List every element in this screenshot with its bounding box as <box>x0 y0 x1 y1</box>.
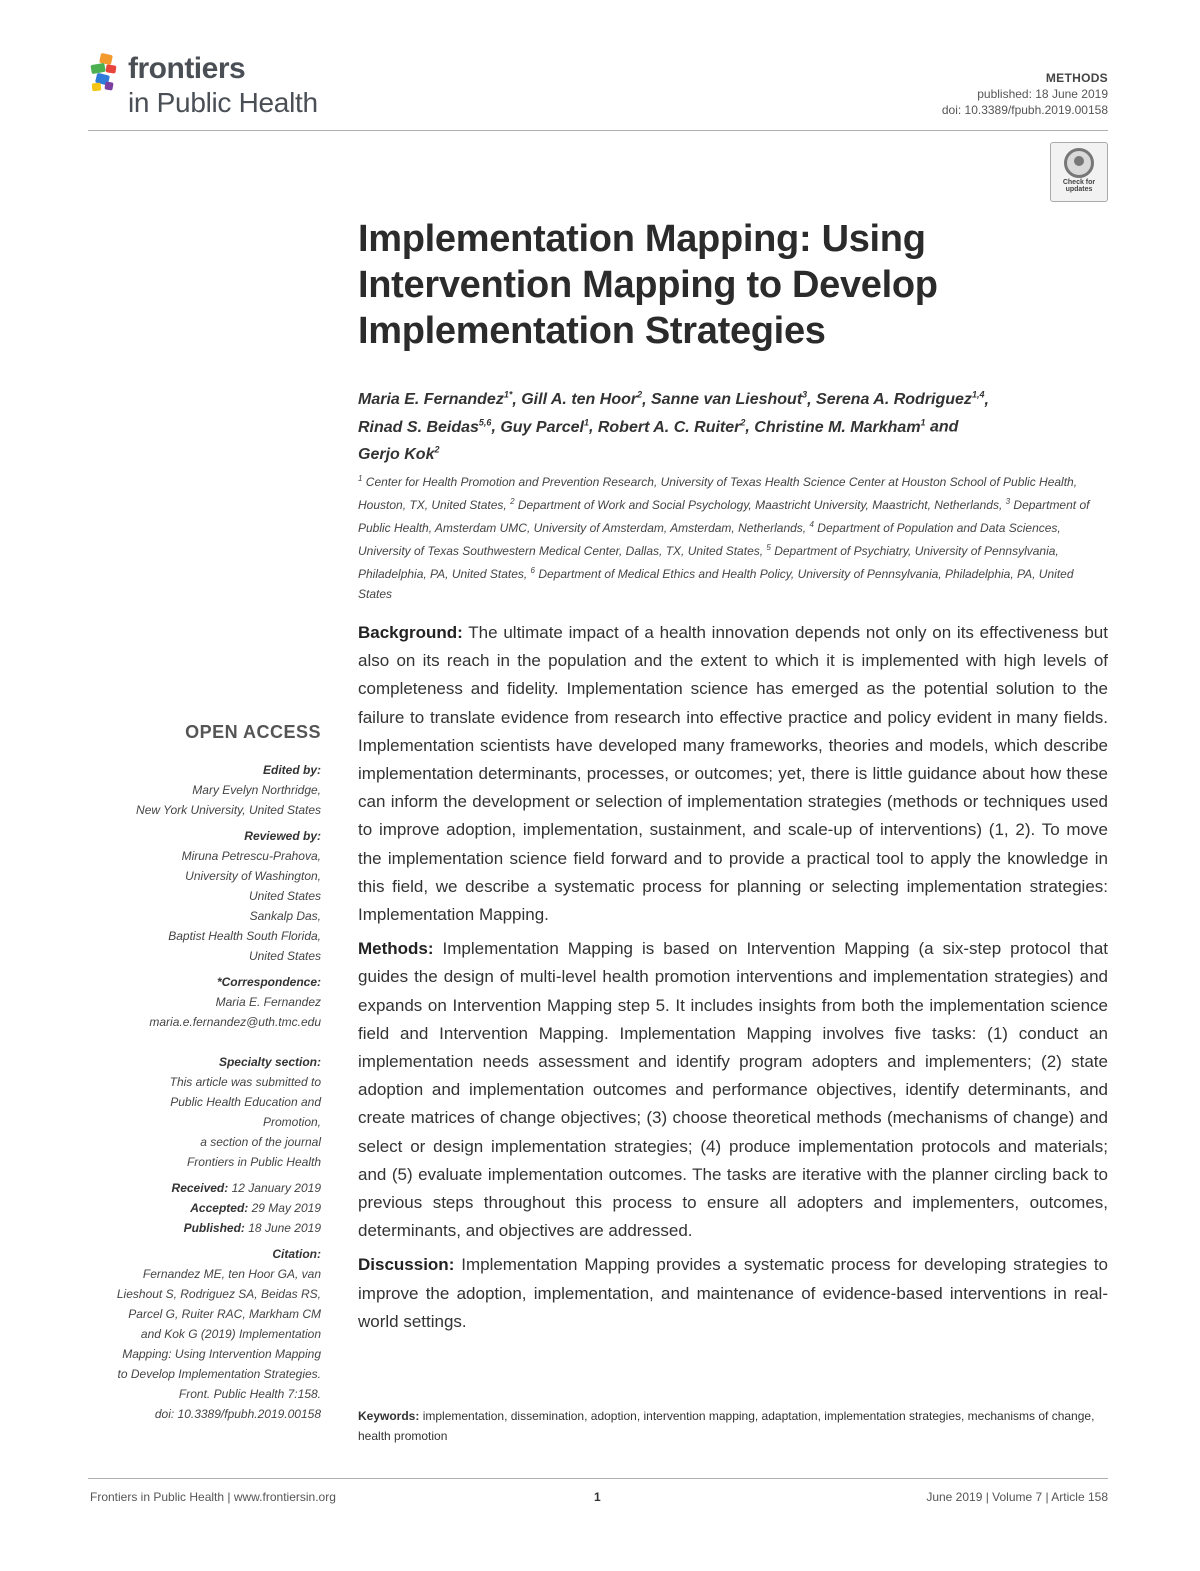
background-text: The ultimate impact of a health innovation depends not only on its effectiveness but also on its reach in the population and the extent to which it is implemented with high levels of completeness and fidelity. Implementation science has emerged as the potential solution to the failure to translate evidence from research into effective practice and policy evident in many fields. Implementation scientists have developed many frameworks, theories and models, which describe implementation determinants, processes, or outcomes; yet, there is little guidance about how these can inform the development or selection of implementation strategies (methods or techniques used to improve adoption, implementation, sustainment, and scale-up of interventions) (1, 2). To move the implementation science field forward and to provide a practical tool to apply the knowledge in this field, we describe a systematic process for planning or selecting implementation strategies: Implementation Mapping. <box>358 623 1108 925</box>
specialty-label: Specialty section: <box>218 1055 321 1069</box>
affiliation-number: 4 <box>809 520 814 529</box>
methods-label: Methods: <box>358 939 434 959</box>
reviewer-line: United States <box>248 949 321 963</box>
specialty-line: Public Health Education and <box>170 1095 321 1109</box>
author-affil: 3 <box>802 390 808 400</box>
reviewed-by-label: Reviewed by: <box>244 829 321 843</box>
discussion-label: Discussion: <box>358 1255 455 1275</box>
footer-issue-info: June 2019 | Volume 7 | Article 158 <box>926 1490 1108 1504</box>
article-header <box>942 70 1108 118</box>
citation-line: and Kok G (2019) Implementation <box>140 1327 321 1341</box>
received-value: 12 January 2019 <box>228 1181 321 1195</box>
methods-text: Implementation Mapping is based on Intervention Mapping (a six-step protocol that guides the design of multi-level health promotion interventions and implementation strategies) and expands on Intervention Mapping step 5. It includes insights from both the implementation science field and Intervention Mapping. Implementation Mapping involves five tasks: (1) conduct an implementation needs assessment and identify program adopters and implementers; (2) state adoption and implementation outcomes and performance objectives, identify determinants, and create matrices of change objectives; (3) choose theoretical methods (mechanisms of change) and select or design implementation strategies; (4) produce implementation protocols and materials; and (5) evaluate implementation outcomes. The tasks are iterative with the planner circling back to previous steps throughout this process to ensure all adopters and implementers, outcomes, determinants, and objectives are addressed. <box>358 939 1108 1241</box>
journal-logo <box>88 50 348 122</box>
reviewer-line: Sankalp Das, <box>249 909 321 923</box>
author[interactable] <box>358 419 491 436</box>
abstract-discussion <box>358 1251 1108 1336</box>
citation-line: Mapping: Using Intervention Mapping <box>122 1347 321 1361</box>
citation-label: Citation: <box>272 1247 321 1261</box>
author-name: Guy Parcel <box>500 418 584 436</box>
citation-line: Front. Public Health 7:158. <box>178 1387 321 1401</box>
editor-line: New York University, United States <box>136 803 321 817</box>
abstract <box>358 619 1108 1342</box>
received-label: Received: <box>171 1181 229 1195</box>
article-doi[interactable]: doi: 10.3389/fpubh.2019.00158 <box>941 103 1108 117</box>
specialty-line: This article was submitted to <box>169 1075 321 1089</box>
author[interactable] <box>754 419 925 436</box>
open-access-label: OPEN ACCESS <box>185 722 321 742</box>
author-separator: , <box>491 418 501 436</box>
affiliation-number: 6 <box>530 566 535 575</box>
author-affil: 5,6 <box>478 417 492 428</box>
author-separator: , <box>588 418 598 436</box>
affiliation: Department of Psychiatry, University of Pennsylvania, Philadelphia, PA, United States, <box>358 544 1059 581</box>
correspondence-label: *Correspondence: <box>216 975 321 989</box>
frontiers-logo-icon <box>88 52 128 94</box>
author-affil: 1,4 <box>971 390 985 400</box>
footer-divider <box>88 1478 1108 1479</box>
affiliation-number: 5 <box>766 543 771 552</box>
author-separator: , <box>807 391 817 409</box>
title-line: Implementation Strategies <box>358 310 826 352</box>
author-separator: and <box>925 418 959 436</box>
affiliation: Department of Work and Social Psychology, Maastricht University, Maastricht, Netherlands, <box>517 498 1006 512</box>
keywords-text: implementation, dissemination, adoption, intervention mapping, adaptation, implementation strategies, mechanisms of change, health promotion <box>358 1409 1095 1443</box>
specialty-line: Frontiers in Public Health <box>186 1155 321 1169</box>
edited-by-section <box>80 760 321 820</box>
author-name: Robert A. C. Ruiter <box>597 418 741 436</box>
article-type: METHODS <box>1045 71 1108 85</box>
author-name: Gerjo Kok <box>358 445 435 463</box>
sidebar-spacer <box>80 1038 321 1052</box>
article-title <box>358 216 1118 354</box>
accepted-date <box>80 1198 321 1218</box>
abstract-background <box>358 619 1108 929</box>
specialty-section <box>80 1052 321 1172</box>
affiliation-number: 1 <box>358 474 363 483</box>
journal-brand: frontiers <box>128 52 246 85</box>
discussion-text: Implementation Mapping provides a systematic process for developing strategies to improve the adoption, implementation, and maintenance of evidence-based interventions in real-world settings. <box>358 1255 1108 1331</box>
published-label: Published: <box>183 1221 245 1235</box>
author-name: Christine M. Markham <box>754 418 921 436</box>
edited-by-label: Edited by: <box>262 763 321 777</box>
accepted-label: Accepted: <box>190 1201 249 1215</box>
author[interactable] <box>358 391 512 408</box>
citation-line: Lieshout S, Rodriguez SA, Beidas RS, <box>116 1287 321 1301</box>
logo-block <box>104 81 113 90</box>
check-for-updates-button[interactable] <box>1050 142 1108 202</box>
citation-line: to Develop Implementation Strategies. <box>117 1367 321 1381</box>
logo-block <box>90 63 105 74</box>
author-name: Rinad S. Beidas <box>358 418 479 436</box>
author-name: Serena A. Rodriguez <box>816 391 972 409</box>
author-affil: 2 <box>740 417 746 428</box>
author-list <box>358 384 1118 466</box>
reviewed-by-section <box>80 826 321 966</box>
author[interactable] <box>500 419 589 436</box>
affiliation-number: 3 <box>1005 497 1011 506</box>
author-separator: , <box>984 391 989 409</box>
logo-block <box>99 53 113 65</box>
author[interactable] <box>598 419 746 436</box>
author-name: Gill A. ten Hoor <box>521 391 638 409</box>
abstract-methods <box>358 935 1108 1245</box>
specialty-line: a section of the journal <box>200 1135 321 1149</box>
affiliation: Department of Population and Data Sciences, University of Texas Southwestern Medical Center, Dallas, TX, United States, <box>358 521 1061 558</box>
affiliation: Department of Medical Ethics and Health Policy, University of Pennsylvania, Philadelphia, PA, United States <box>358 567 1074 601</box>
author-affil: 1* <box>503 390 513 400</box>
author[interactable] <box>521 391 642 408</box>
dates-section <box>80 1178 321 1238</box>
correspondence-section <box>80 972 321 1032</box>
citation-line: Fernandez ME, ten Hoor GA, van <box>142 1267 321 1281</box>
published-date-sidebar <box>80 1218 321 1238</box>
author-affil: 1 <box>920 417 926 428</box>
author-name: Sanne van Lieshout <box>651 391 803 409</box>
citation-doi[interactable]: doi: 10.3389/fpubh.2019.00158 <box>154 1407 321 1421</box>
published-date: published: 18 June 2019 <box>977 87 1108 101</box>
title-line: Implementation Mapping: Using <box>358 218 926 260</box>
correspondence-name: Maria E. Fernandez <box>215 995 321 1009</box>
header-divider <box>88 130 1108 131</box>
article-info-sidebar <box>80 718 321 1430</box>
keywords <box>358 1406 1108 1446</box>
reviewer-line: Miruna Petrescu-Prahova, <box>181 849 321 863</box>
affiliation-number: 2 <box>510 497 515 506</box>
published-value: 18 June 2019 <box>244 1221 321 1235</box>
author-affil: 1 <box>583 417 589 428</box>
author-affil: 2 <box>434 444 440 455</box>
title-line: Intervention Mapping to Develop <box>358 264 938 306</box>
check-updates-icon <box>1064 148 1094 178</box>
keywords-label: Keywords: <box>358 1409 420 1423</box>
editor-line: Mary Evelyn Northridge, <box>192 783 321 797</box>
reviewer-line: University of Washington, <box>185 869 321 883</box>
accepted-value: 29 May 2019 <box>248 1201 321 1215</box>
author[interactable] <box>358 446 439 463</box>
journal-name: in Public Health <box>128 87 318 118</box>
specialty-line: Promotion, <box>262 1115 321 1129</box>
affiliation: Department of Public Health, Amsterdam UMC, University of Amsterdam, Amsterdam, Netherlands, <box>358 498 1090 535</box>
affiliation: Center for Health Promotion and Prevention Research, University of Texas Health Science Center at Houston School of Public Health, Houston, TX, United States, <box>358 475 1078 512</box>
reviewer-line: United States <box>248 889 321 903</box>
received-date <box>80 1178 321 1198</box>
background-label: Background: <box>358 623 463 642</box>
reviewer-line: Baptist Health South Florida, <box>168 929 321 943</box>
correspondence-email[interactable]: maria.e.fernandez@uth.tmc.edu <box>149 1015 321 1029</box>
author[interactable] <box>651 391 807 408</box>
author-name: Maria E. Fernandez <box>358 391 504 409</box>
author-separator: , <box>642 391 651 409</box>
check-updates-line1: Check for <box>1062 179 1096 186</box>
page-number: 1 <box>594 1490 601 1504</box>
check-updates-line2: updates <box>1065 186 1093 193</box>
footer-journal-site[interactable]: Frontiers in Public Health | www.frontiersin.org <box>90 1490 336 1504</box>
author-separator: , <box>745 418 755 436</box>
author-affil: 2 <box>637 390 643 400</box>
author[interactable] <box>816 391 984 408</box>
logo-block <box>105 64 116 73</box>
affiliation-list <box>358 469 1110 604</box>
author-separator: , <box>512 391 522 409</box>
citation-line: Parcel G, Ruiter RAC, Markham CM <box>128 1307 321 1321</box>
logo-block <box>92 82 102 91</box>
citation-section <box>80 1244 321 1424</box>
